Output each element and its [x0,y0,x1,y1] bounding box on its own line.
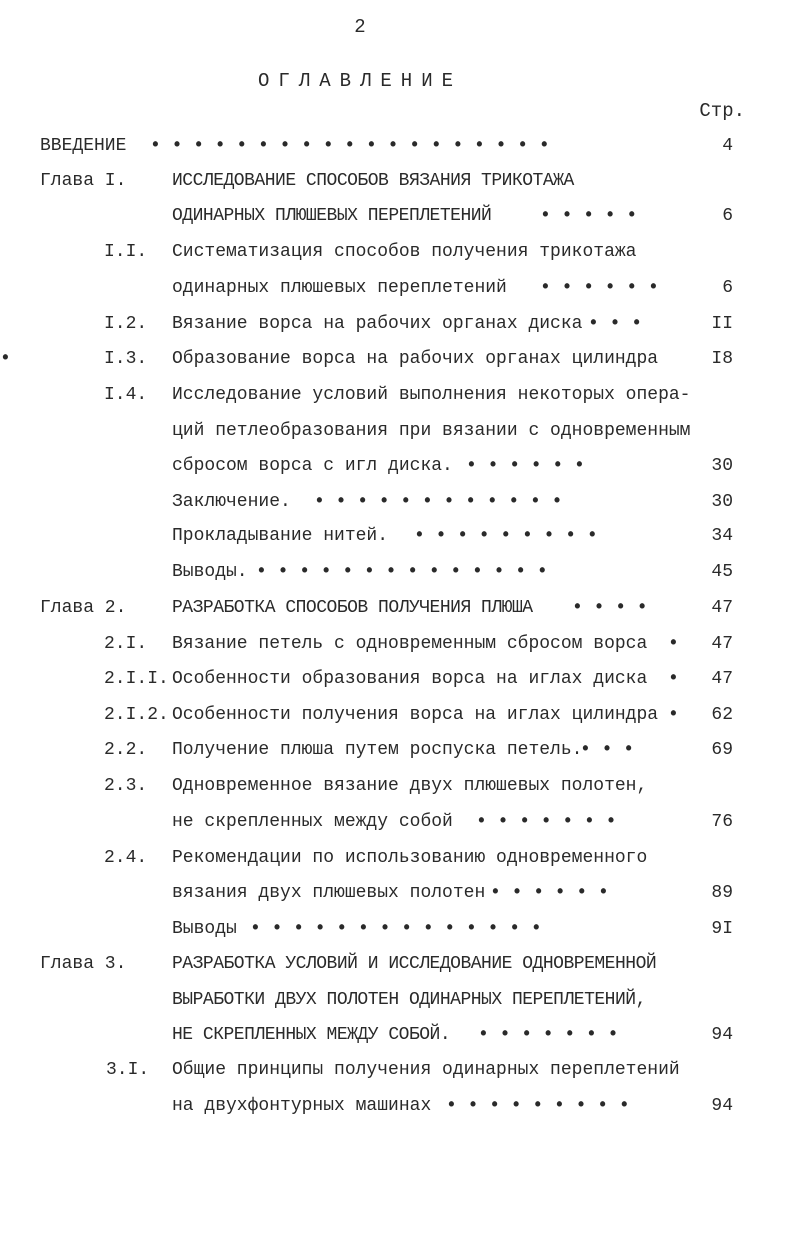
toc-leader-dots: • • • • • • [540,278,659,298]
toc-entry-title: Получение плюша путем роспуска петель. [172,740,583,760]
toc-entry [0,1020,793,1050]
toc-entry-label: 2.I.2. [104,705,169,725]
toc-page-number: 6 [722,206,733,226]
toc-entry [0,807,793,837]
toc-entry-title: Вязание петель с одновременным сбросом ворса [172,634,648,654]
toc-leader-dots: • • • • • • [466,456,585,476]
toc-entry [0,593,793,623]
toc-entry-title: вязания двух плюшевых полотен [172,883,486,903]
toc-entry-label: 3.I. [106,1060,150,1080]
toc-page-number: II [711,314,733,334]
toc-page-number: 4 [722,136,733,156]
toc-leader-dots: • • • • • • • • • [414,526,598,546]
toc-entry-label: 2.4. [104,848,148,868]
toc-entry [0,344,793,374]
toc-leader-dots: • • • • • • [490,883,609,903]
toc-entry-label: 2.I.I. [104,669,169,689]
toc-entry-title: Общие принципы получения одинарных переплетений [172,1060,680,1080]
toc-entry-label: I.2. [104,314,148,334]
toc-entry [0,521,793,551]
toc-page-number: 30 [711,456,733,476]
toc-leader-dots: • [668,669,679,689]
toc-entry-label: ВВЕДЕНИЕ [40,136,127,156]
toc-entry [0,878,793,908]
toc-entry-title: ций петлеобразования при вязании с одновременным [172,421,691,441]
toc-entry-title: Образование ворса на рабочих органах цилиндра [172,349,659,369]
toc-leader-dots: • • • • • • • [478,1025,619,1045]
toc-page-number: 69 [711,740,733,760]
toc-page-number: 30 [711,492,733,512]
toc-entry [0,664,793,694]
toc-leader-dots: • • • • • • • • • • • • • • [250,919,542,939]
toc-entry [0,771,793,801]
toc-leader-dots: • [0,349,11,369]
toc-entry [0,700,793,730]
toc-entry [0,914,793,944]
toc-entry [0,416,793,446]
toc-page-number: 6 [722,278,733,298]
toc-page-number: 94 [711,1025,733,1045]
toc-entry [0,557,793,587]
toc-entry-title: Рекомендации по использованию одновременного [172,848,648,868]
toc-entry-title: Выводы. [172,562,248,582]
toc-entry-title: ОДИНАРНЫХ ПЛЮШЕВЫХ ПЕРЕПЛЕТЕНИЙ [172,206,492,226]
toc-page-number: 47 [711,634,733,654]
toc-page-number: 45 [711,562,733,582]
toc-entry [0,131,793,161]
toc-entry [0,1091,793,1121]
toc-entry-title: Особенности образования ворса на иглах диска [172,669,648,689]
toc-entry-label: 2.3. [104,776,148,796]
toc-page-number: 47 [711,598,733,618]
toc-page-number: 47 [711,669,733,689]
toc-leader-dots: • • • • • • • • • • • • • • [256,562,548,582]
toc-entry-title: Одновременное вязание двух плюшевых полотен, [172,776,648,796]
toc-page-number: I8 [711,349,733,369]
toc-entry [0,201,793,231]
toc-entry-title: НЕ СКРЕПЛЕННЫХ МЕЖДУ СОБОЙ. [172,1025,451,1045]
toc-entry [0,949,793,979]
toc-entry-label: 2.2. [104,740,148,760]
toc-leader-dots: • • • • • • • • • • • • [314,492,563,512]
toc-entry-label: Глава I. [40,171,127,191]
toc-leader-dots: • • • • • • • [476,812,617,832]
toc-page-number: 89 [711,883,733,903]
toc-entry-title: Вязание ворса на рабочих органах диска [172,314,583,334]
toc-entry-label: I.I. [104,242,148,262]
toc-entry [0,309,793,339]
toc-entry [0,629,793,659]
toc-entry [0,380,793,410]
toc-entry-label: Глава 2. [40,598,127,618]
toc-entry [0,451,793,481]
toc-entry-title: одинарных плюшевых переплетений [172,278,507,298]
toc-entry [0,273,793,303]
toc-entry-title: сбросом ворса с игл диска. [172,456,453,476]
toc-entry-title: Исследование условий выполнения некоторых опера- [172,385,691,405]
toc-entry-title: не скрепленных между собой [172,812,453,832]
toc-leader-dots: • • • [580,740,635,760]
toc-leader-dots: • [668,634,679,654]
toc-entry-title: РАЗРАБОТКА СПОСОБОВ ПОЛУЧЕНИЯ ПЛЮША [172,598,533,618]
toc-entry-title: Прокладывание нитей. [172,526,389,546]
toc-entry-title: Особенности получения ворса на иглах цилиндра [172,705,659,725]
toc-entry [0,237,793,267]
toc-entry-title: Выводы [172,919,237,939]
page-title: ОГЛАВЛЕНИЕ [257,70,463,92]
toc-entry [0,843,793,873]
toc-entry-label: 2.I. [104,634,148,654]
toc-page-number: 9I [711,919,733,939]
toc-entry-title: РАЗРАБОТКА УСЛОВИЙ И ИССЛЕДОВАНИЕ ОДНОВРЕМЕННОЙ [172,954,657,974]
toc-leader-dots: • • • • • [540,206,638,226]
toc-leader-dots: • • • • • • • • • • • • • • • • • • • [150,136,550,156]
toc-leader-dots: • • • • • • • • • [446,1096,630,1116]
toc-entry [0,985,793,1015]
toc-entry-title: ИССЛЕДОВАНИЕ СПОСОБОВ ВЯЗАНИЯ ТРИКОТАЖА [172,171,574,191]
toc-page-number: 62 [711,705,733,725]
toc-entry [0,487,793,517]
toc-entry [0,735,793,765]
toc-entry-label: Глава 3. [40,954,127,974]
toc-entry-title: Систематизация способов получения трикотажа [172,242,637,262]
toc-entry-title: Заключение. [172,492,291,512]
toc-entry-label: I.4. [104,385,148,405]
toc-entry [0,166,793,196]
toc-entry [0,1055,793,1085]
toc-leader-dots: • [668,705,679,725]
toc-entry-title: на двухфонтурных машинах [172,1096,432,1116]
toc-page-number: 76 [711,812,733,832]
toc-entry-label: I.3. [104,349,148,369]
page-number: 2 [354,16,366,38]
toc-leader-dots: • • • • [572,598,648,618]
toc-leader-dots: • • • [588,314,643,334]
toc-entry-title: ВЫРАБОТКИ ДВУХ ПОЛОТЕН ОДИНАРНЫХ ПЕРЕПЛЕТЕНИЙ, [172,990,646,1010]
toc-page-number: 94 [711,1096,733,1116]
toc-page-number: 34 [711,526,733,546]
page-column-header: Стр. [699,100,745,122]
